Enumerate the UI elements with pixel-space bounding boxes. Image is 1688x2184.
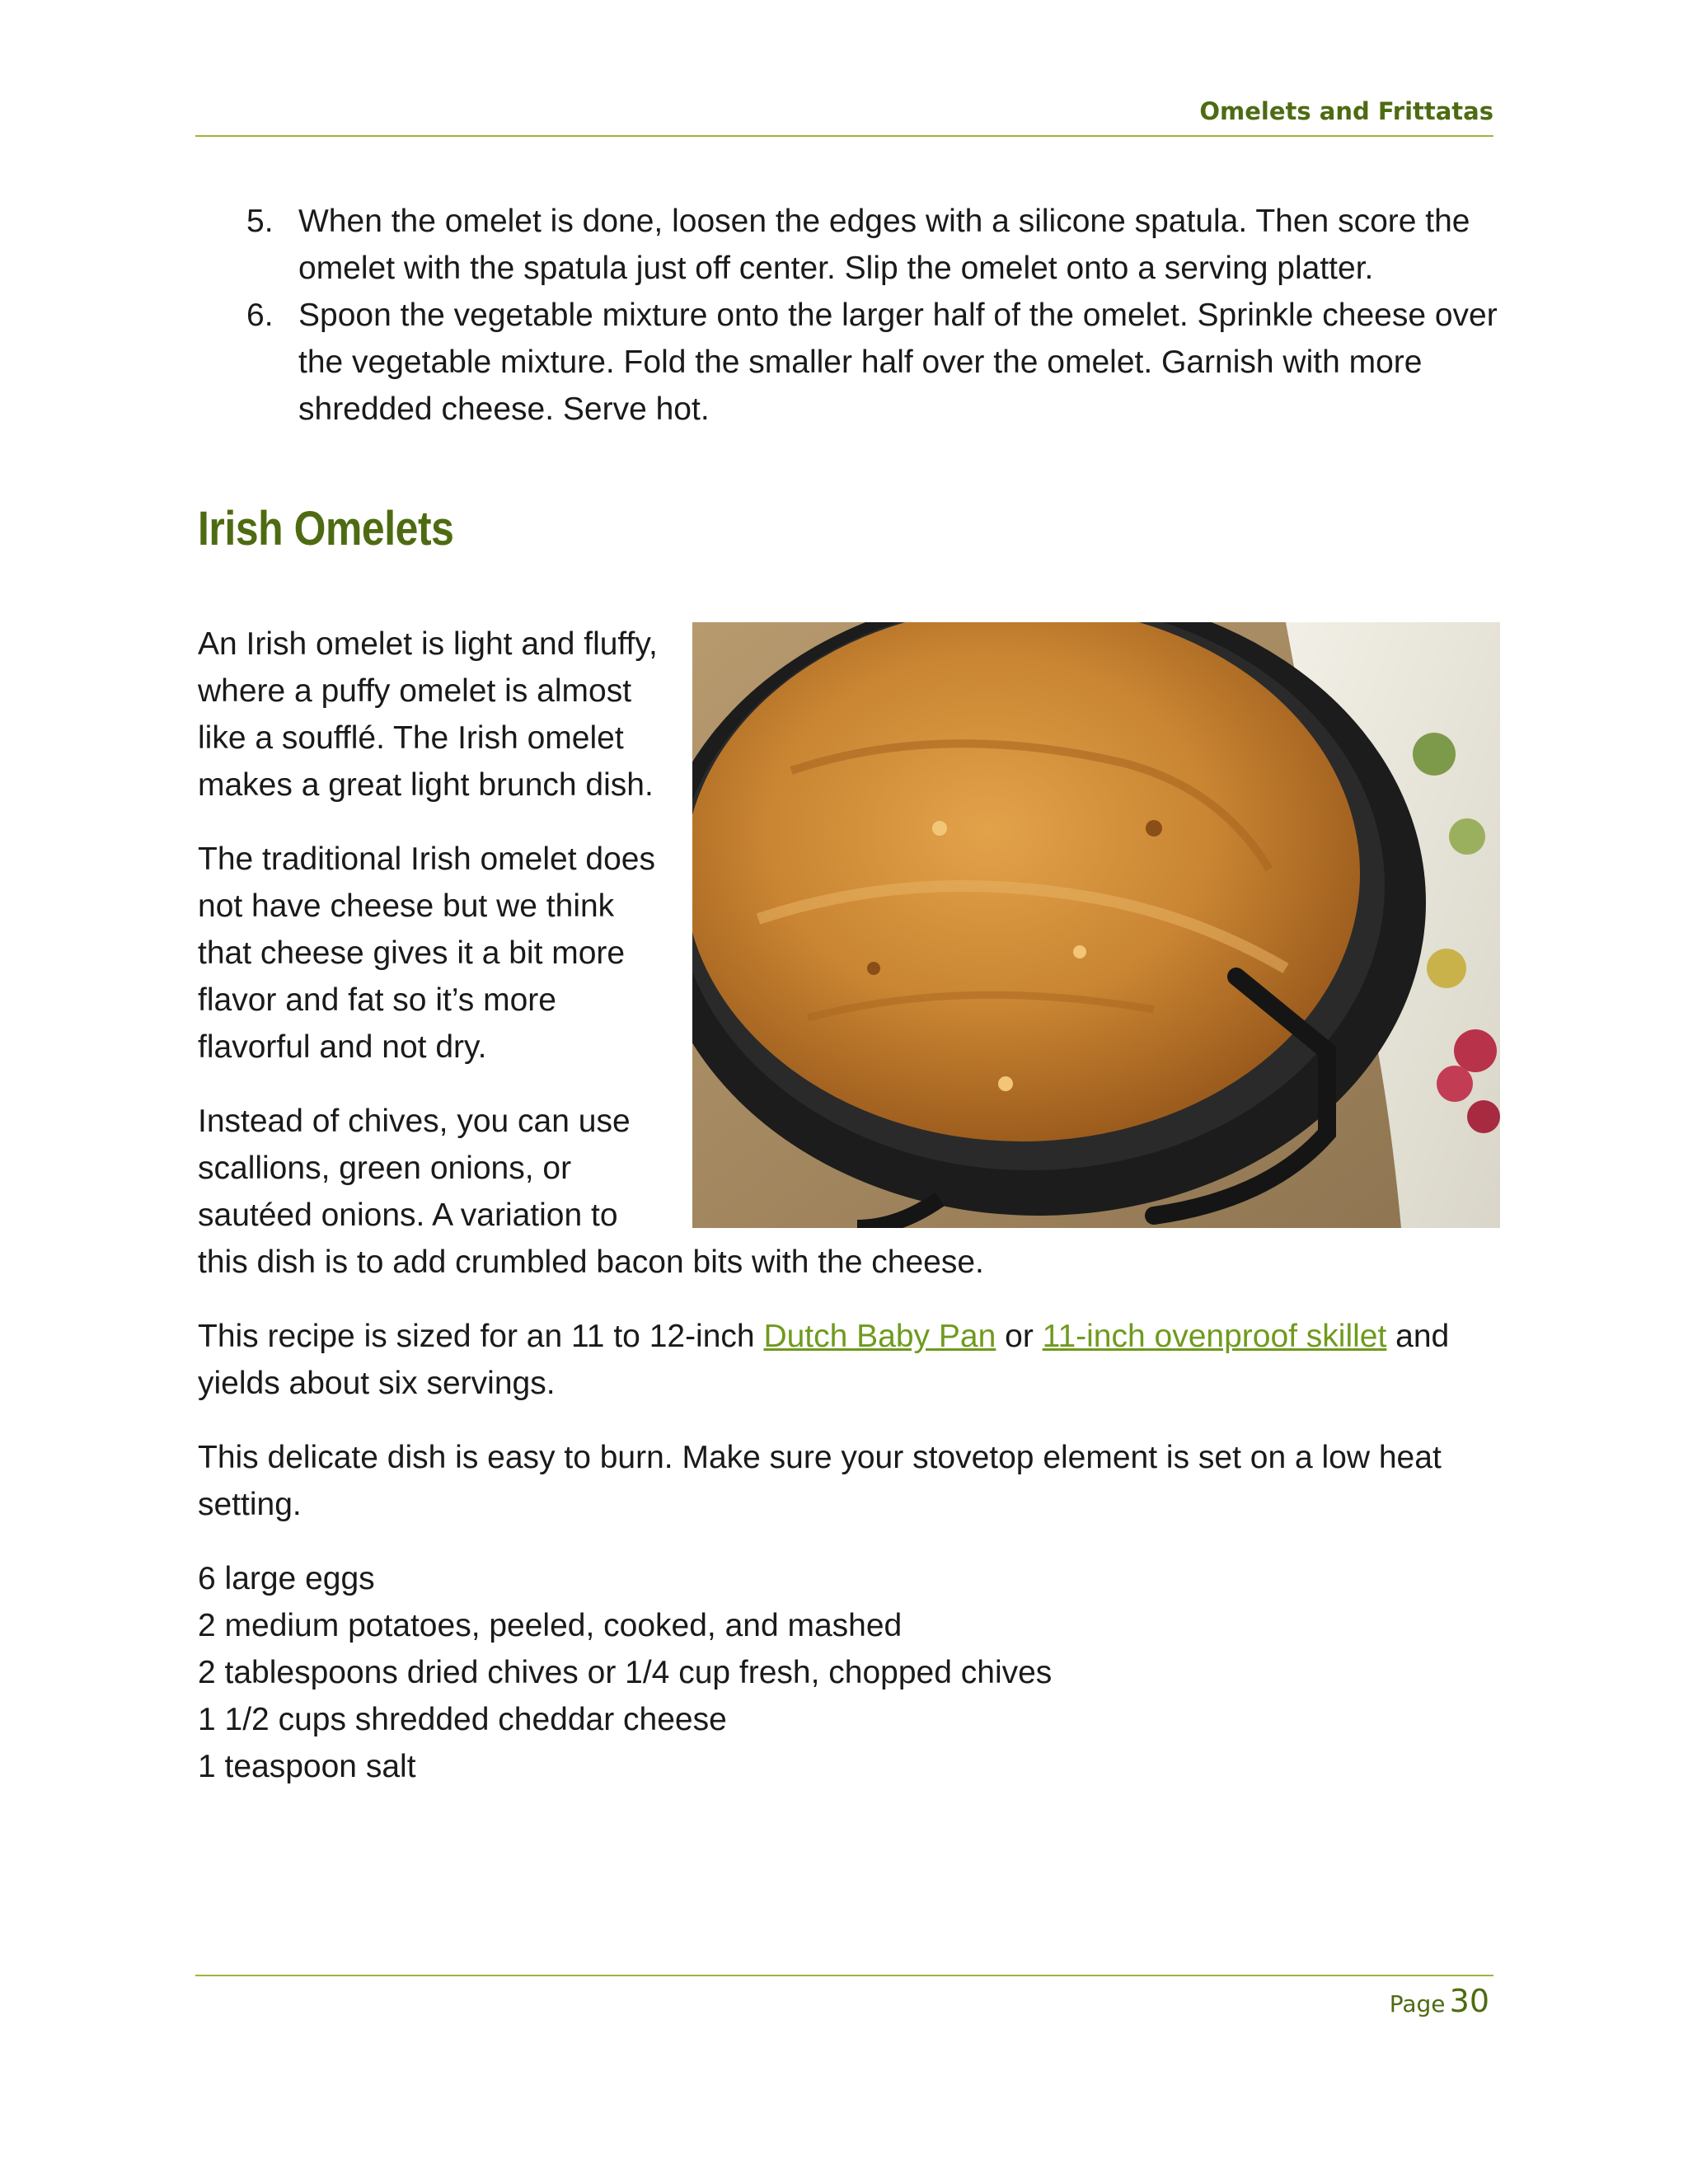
omelet-photo <box>692 622 1500 1228</box>
section-title: Irish Omelets <box>198 502 454 555</box>
recipe-note <box>198 1313 1500 1407</box>
page-number: 30 <box>1449 1983 1489 2019</box>
footer-rule <box>195 1975 1493 1976</box>
recipe-note-text: or <box>996 1319 1043 1354</box>
step-text: Spoon the vegetable mixture onto the larger half of the omelet. Sprinkle cheese over the vegetable mixture. Fold the smaller half over the omelet. Garnish with more shredded cheese. Serve hot. <box>298 298 1498 427</box>
ingredient-item: 1 1/2 cups shredded cheddar cheese <box>198 1702 727 1737</box>
step-item <box>195 198 1498 292</box>
intro-paragraph: Instead of chives, you can use scallions, green onions, or sautéed onions. A variation to this dish is to add crumbled bacon bits with the cheese. <box>198 1104 984 1280</box>
intro-paragraph: An Irish omelet is light and fluffy, where a puffy omelet is almost like a soufflé. The Irish omelet makes a great light brunch dish. <box>198 626 658 803</box>
intro-paragraph: The traditional Irish omelet does not have cheese but we think that cheese gives it a bit more flavor and fat so it’s more flavorful and not dry. <box>198 841 655 1065</box>
page-footer <box>195 1983 1489 2019</box>
step-number: 6. <box>246 298 274 333</box>
step-item <box>195 292 1498 433</box>
heat-warning: This delicate dish is easy to burn. Make sure your stovetop element is set on a low heat setting. <box>198 1440 1442 1522</box>
recipe-note-text: This recipe is sized for an 11 to 12-inch <box>198 1319 764 1354</box>
ingredient-item: 2 tablespoons dried chives or 1/4 cup fresh, chopped chives <box>198 1655 1053 1690</box>
recipe-content <box>198 621 1500 1790</box>
ovenproof-skillet-link[interactable]: 11-inch ovenproof skillet <box>1042 1319 1387 1354</box>
step-number: 5. <box>246 204 274 239</box>
instruction-steps <box>195 198 1498 433</box>
step-text: When the omelet is done, loosen the edges with a silicone spatula. Then score the omelet with the spatula just off center. Slip the omelet onto a serving platter. <box>298 204 1470 286</box>
recipe-note-text: and yields about six servings. <box>198 1319 1450 1401</box>
page-label: Page <box>1389 1990 1446 2018</box>
ingredient-list <box>198 1555 1500 1790</box>
ingredient-item: 2 medium potatoes, peeled, cooked, and mashed <box>198 1608 903 1643</box>
running-header: Omelets and Frittatas <box>1199 97 1493 125</box>
dutch-baby-pan-link[interactable]: Dutch Baby Pan <box>763 1319 996 1354</box>
ingredient-item: 6 large eggs <box>198 1561 375 1596</box>
ingredient-item: 1 teaspoon salt <box>198 1749 416 1784</box>
header-rule <box>195 135 1493 137</box>
